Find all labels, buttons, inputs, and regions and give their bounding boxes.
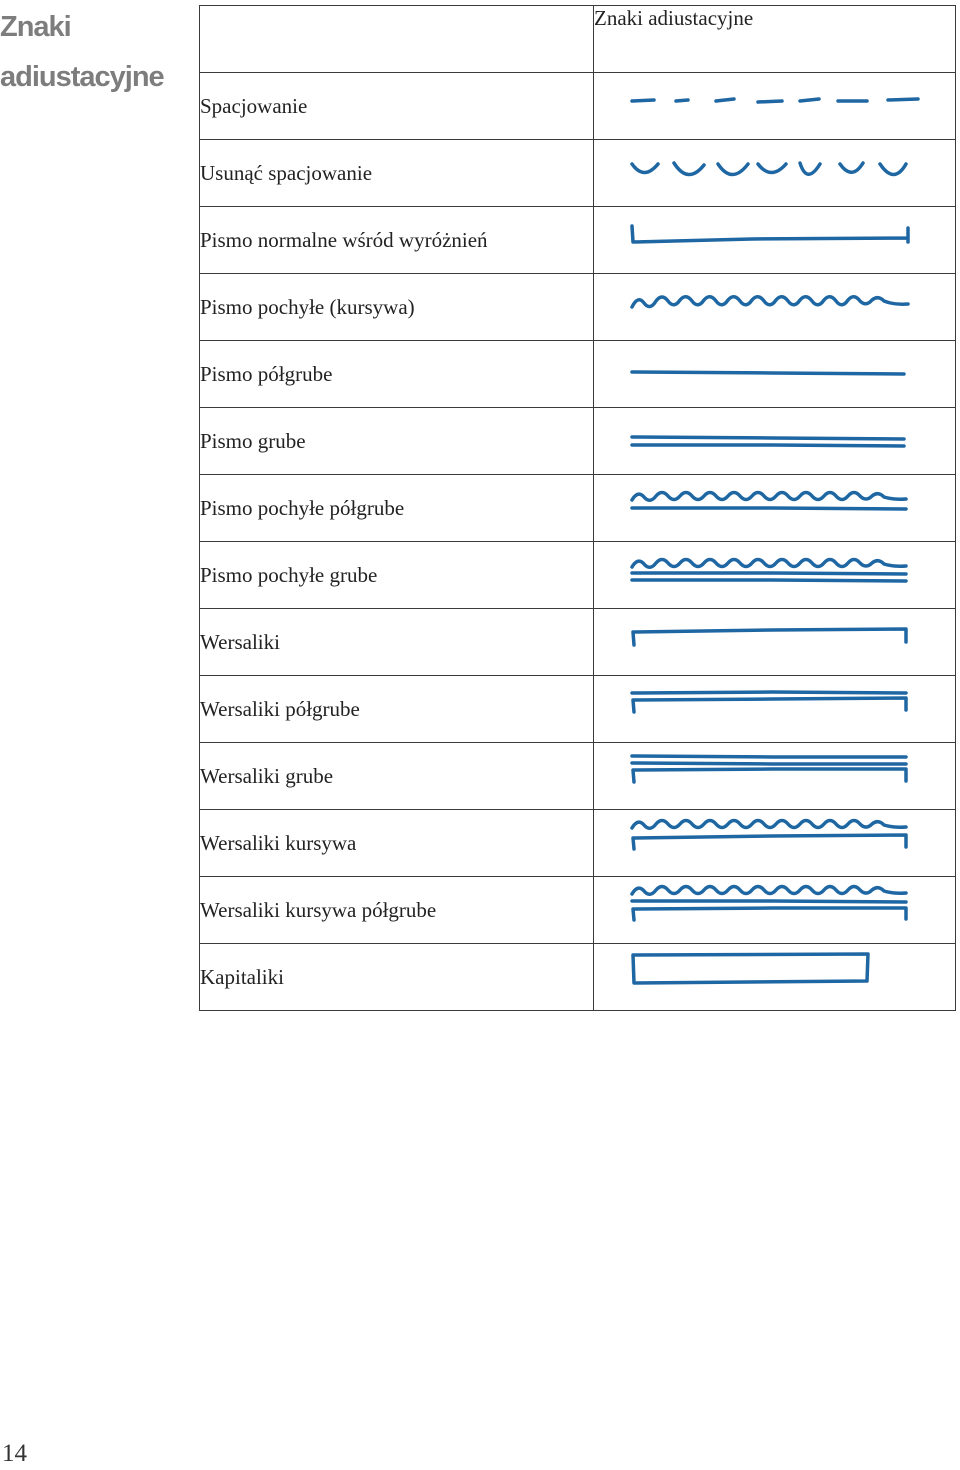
single-line-mark	[632, 352, 914, 398]
table-row	[200, 944, 956, 1011]
proofreading-marks-table	[199, 5, 956, 1011]
arcs-mark	[632, 151, 914, 197]
side-title	[0, 2, 190, 102]
table-row	[200, 877, 956, 944]
double-line-mark	[632, 419, 914, 465]
table-row	[200, 274, 956, 341]
row-label: Pismo pochyłe grube	[200, 542, 594, 609]
wavy-line-corner-bracket-mark	[632, 888, 914, 934]
row-label: Usunąć spacjowanie	[200, 140, 594, 207]
row-mark-cell	[594, 609, 956, 676]
row-label: Pismo pochyłe półgrube	[200, 475, 594, 542]
row-mark-cell	[594, 944, 956, 1011]
row-mark-cell	[594, 207, 956, 274]
table-row	[200, 676, 956, 743]
wavy-double-line-mark	[632, 553, 914, 599]
row-label: Wersaliki grube	[200, 743, 594, 810]
table-row	[200, 609, 956, 676]
table-row	[200, 341, 956, 408]
row-label: Spacjowanie	[200, 73, 594, 140]
row-label: Kapitaliki	[200, 944, 594, 1011]
row-mark-cell	[594, 408, 956, 475]
wavy-corner-bracket-mark	[632, 821, 914, 867]
line-corner-bracket-mark	[632, 687, 914, 733]
row-label: Pismo pochyłe (kursywa)	[200, 274, 594, 341]
header-left-cell	[200, 6, 594, 73]
side-title-line1: Znaki	[0, 11, 71, 43]
row-label: Wersaliki półgrube	[200, 676, 594, 743]
row-mark-cell	[594, 810, 956, 877]
row-mark-cell	[594, 475, 956, 542]
table-row	[200, 475, 956, 542]
row-mark-cell	[594, 140, 956, 207]
table-row	[200, 73, 956, 140]
table-header-row	[200, 6, 956, 73]
box-mark	[632, 955, 914, 1001]
wavy-single-line-mark	[632, 486, 914, 532]
row-label: Wersaliki	[200, 609, 594, 676]
header-right-cell: Znaki adiustacyjne	[594, 6, 956, 73]
row-label: Pismo normalne wśród wyróżnień	[200, 207, 594, 274]
row-mark-cell	[594, 743, 956, 810]
row-label: Wersaliki kursywa	[200, 810, 594, 877]
wavy-line-mark	[632, 285, 914, 331]
table-row	[200, 207, 956, 274]
table-row	[200, 542, 956, 609]
table-row	[200, 810, 956, 877]
table-row	[200, 408, 956, 475]
row-mark-cell	[594, 73, 956, 140]
row-mark-cell	[594, 877, 956, 944]
table-row	[200, 140, 956, 207]
corner-bracket-mark	[632, 620, 914, 666]
row-mark-cell	[594, 274, 956, 341]
side-title-line2: adiustacyjne	[0, 61, 164, 93]
row-label: Pismo grube	[200, 408, 594, 475]
row-mark-cell	[594, 341, 956, 408]
table-row	[200, 743, 956, 810]
row-mark-cell	[594, 676, 956, 743]
double-line-corner-bracket-mark	[632, 754, 914, 800]
page-number: 14	[2, 1440, 27, 1467]
row-label: Wersaliki kursywa półgrube	[200, 877, 594, 944]
dashed-line-mark	[632, 84, 914, 130]
row-label: Pismo półgrube	[200, 341, 594, 408]
bracket-line-mark	[632, 218, 914, 264]
row-mark-cell	[594, 542, 956, 609]
